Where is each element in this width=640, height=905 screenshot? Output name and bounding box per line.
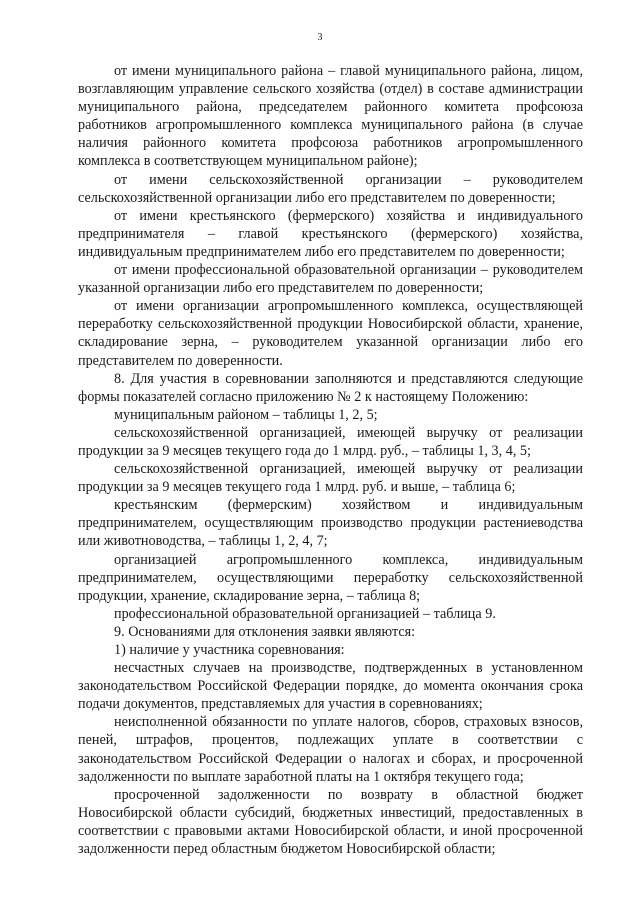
- paragraph: от имени профессиональной образовательной организации – руководителем указанной организации либо его представителем по доверенности;: [78, 262, 583, 297]
- paragraph: организацией агропромышленного комплекса, индивидуальным предпринимателем, осуществляющими переработку сельскохозяйственной продукции, хранение, складирование зерна, – таблица 8;: [78, 551, 583, 604]
- paragraph: просроченной задолженности по возврату в областной бюджет Новосибирской области субсидий, бюджетных инвестиций, предоставленных в соответствии с правовыми актами Новосибирской области, и иной просроченной задолженности перед областным бюджетом Новосибирской области;: [78, 786, 583, 858]
- paragraph: от имени организации агропромышленного комплекса, осуществляющей переработку сельскохозяйственной продукции Новосибирской области, хранение, складирование зерна, – руководителем указанной организации либо его представителем по доверенности.: [78, 298, 583, 369]
- paragraph: 8. Для участия в соревновании заполняются и представляются следующие формы показателей согласно приложению № 2 к настоящему Положению:: [78, 370, 583, 405]
- paragraph: от имени сельскохозяйственной организации – руководителем сельскохозяйственной организации либо его представителем по доверенности;: [78, 171, 583, 206]
- paragraph: крестьянским (фермерским) хозяйством и индивидуальным предпринимателем, осуществляющим производство продукции растениеводства или животноводства, – таблицы 1, 2, 4, 7;: [78, 497, 583, 550]
- paragraph: сельскохозяйственной организацией, имеющей выручку от реализации продукции за 9 месяцев текущего года 1 млрд. руб. и выше, – таблица 6;: [78, 461, 583, 496]
- page-number: 3: [317, 32, 323, 43]
- paragraph: от имени крестьянского (фермерского) хозяйства и индивидуального предпринимателя – главой крестьянского (фермерского) хозяйства, индивидуальным предпринимателем либо его представителем по доверенности;: [78, 207, 583, 260]
- paragraph: муниципальным районом – таблицы 1, 2, 5;: [114, 406, 378, 423]
- paragraph: 1) наличие у участника соревнования:: [114, 642, 345, 658]
- paragraph: несчастных случаев на производстве, подтвержденных в установленном законодательством Российской Федерации порядке, до момента окончания срока подачи документов, представляемых для участия в соревнованиях;: [78, 660, 583, 713]
- document-body: [78, 62, 583, 858]
- paragraph: 9. Основаниями для отклонения заявки являются:: [114, 623, 416, 640]
- paragraph: неисполненной обязанности по уплате налогов, сборов, страховых взносов, пеней, штрафов, процентов, подлежащих уплате в соответствии с законодательством Российской Федерации о налогах и сборах, и просроченной задолженности по выплате заработной платы на 1 октября текущего года;: [78, 714, 583, 785]
- paragraph: от имени муниципального района – главой муниципального района, лицом, возглавляющим управление сельского хозяйства (отдел) в составе администрации муниципального района, председателем районного комитета профсоюза работников агропромышленного комплекса муниципального района (в случае наличия районного комитета профсоюза работников агропромышленного комплекса в соответствующем муниципальном районе);: [78, 63, 583, 170]
- paragraph: сельскохозяйственной организацией, имеющей выручку от реализации продукции за 9 месяцев текущего года до 1 млрд. руб., – таблицы 1, 3, 4, 5;: [78, 424, 583, 459]
- paragraph: профессиональной образовательной организацией – таблица 9.: [114, 605, 496, 622]
